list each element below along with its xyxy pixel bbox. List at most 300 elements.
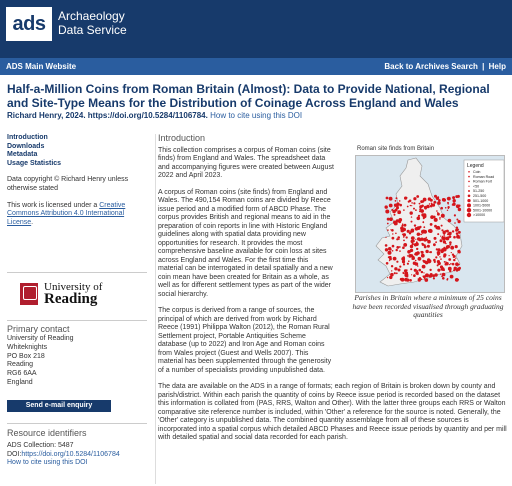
coin-find-dot: [395, 233, 397, 235]
legend-label: Roman Fort: [473, 179, 492, 184]
nav-separator: |: [482, 62, 485, 71]
map-title: Roman site finds from Britain: [357, 146, 435, 152]
coin-find-dot: [414, 243, 417, 246]
coin-find-dot: [410, 245, 413, 248]
coin-find-dot: [415, 262, 419, 266]
coin-find-dot: [445, 262, 448, 265]
coin-find-dot: [450, 246, 454, 250]
citation: [7, 111, 507, 120]
coin-find-dot: [440, 239, 443, 242]
coin-find-dot: [435, 256, 437, 258]
coin-find-dot: [419, 203, 421, 205]
coin-find-dot: [440, 274, 441, 275]
coin-find-dot: [404, 224, 407, 227]
coin-find-dot: [415, 239, 416, 240]
coin-find-dot: [429, 274, 433, 278]
coin-find-dot: [412, 257, 415, 260]
coin-find-dot: [443, 247, 445, 249]
coin-find-dot: [419, 205, 422, 208]
divider: [7, 320, 147, 321]
coin-find-dot: [421, 251, 424, 254]
coin-find-dot: [440, 265, 443, 268]
title-line1: Half-a-Million Coins from Roman Britain (Almost): Data to Provide National, Regional: [7, 82, 490, 96]
coin-find-dot: [423, 238, 427, 242]
coin-find-dot: [399, 246, 401, 248]
coin-find-dot: [456, 219, 458, 221]
coin-find-dot: [387, 277, 388, 278]
org-name: [58, 9, 127, 37]
coin-find-dot: [447, 237, 450, 240]
coin-find-dot: [402, 246, 405, 249]
coin-find-dot: [423, 226, 425, 228]
coin-find-dot: [388, 256, 390, 258]
coin-find-dot: [455, 278, 459, 282]
address-line: Reading: [7, 361, 34, 369]
help-link[interactable]: Help: [488, 62, 506, 71]
coin-find-dot: [435, 241, 437, 243]
coin-find-dot: [449, 264, 450, 265]
coin-find-dot: [440, 207, 443, 210]
coin-find-dot: [388, 251, 392, 255]
coin-find-dot: [413, 274, 416, 277]
coin-find-dot: [419, 226, 421, 228]
coin-find-dot: [410, 211, 413, 214]
coin-find-dot: [418, 278, 419, 279]
ads-collection-id: ADS Collection: 5487: [7, 442, 74, 449]
coin-find-dot: [429, 269, 431, 271]
coin-find-dot: [440, 236, 441, 237]
coin-find-dot: [441, 269, 442, 270]
legend-marker: [468, 181, 470, 183]
legend-marker: [468, 171, 470, 173]
coin-find-dot: [450, 263, 452, 265]
coin-find-dot: [403, 209, 405, 211]
coin-find-dot: [433, 201, 436, 204]
coin-find-dot: [434, 238, 436, 240]
reading-wordmark-line2: Reading: [44, 291, 98, 307]
coin-find-dot: [404, 271, 408, 275]
coin-find-dot: [443, 269, 445, 271]
back-to-archives-link[interactable]: Back to Archives Search: [384, 62, 478, 71]
coin-find-dot: [448, 258, 451, 261]
legend-label: 501-1000: [473, 198, 489, 203]
coin-find-dot: [449, 241, 452, 244]
coin-find-dot: [458, 231, 461, 234]
coin-find-dot: [396, 261, 398, 263]
coin-find-dot: [393, 257, 397, 261]
coin-find-dot: [409, 279, 412, 282]
coin-find-dot: [417, 217, 421, 221]
coin-find-dot: [399, 250, 401, 252]
coin-find-dot: [398, 269, 401, 272]
coin-find-dot: [422, 265, 426, 269]
coin-find-dot: [385, 237, 386, 238]
coin-find-dot: [457, 229, 459, 231]
ads-logo-text: ads: [12, 13, 46, 35]
coin-find-dot: [429, 203, 430, 204]
coin-find-dot: [390, 229, 391, 230]
coin-find-dot: [453, 256, 455, 258]
coin-find-dot: [406, 197, 408, 199]
coin-find-dot: [443, 231, 446, 234]
coin-find-dot: [407, 206, 409, 208]
page-title: [7, 82, 507, 110]
address-line: England: [7, 378, 33, 386]
coin-find-dot: [439, 256, 440, 257]
introduction-heading: Introduction: [158, 133, 206, 143]
coin-find-dot: [398, 239, 399, 240]
coin-find-dot: [423, 260, 426, 263]
coin-find-dot: [444, 261, 446, 263]
coin-find-dot: [388, 247, 391, 250]
doi-label: DOI:: [7, 450, 22, 458]
coin-find-dot: [433, 243, 436, 246]
coin-find-dot: [454, 214, 456, 216]
coin-find-dot: [430, 251, 432, 253]
coin-find-dot: [423, 275, 426, 278]
coin-find-dot: [408, 201, 410, 203]
coin-find-dot: [447, 245, 450, 248]
coin-find-dot: [436, 227, 438, 229]
coin-find-dot: [402, 260, 405, 263]
legend-marker: [468, 190, 470, 192]
coin-find-dot: [410, 205, 411, 206]
ads-logo[interactable]: [6, 7, 52, 41]
coin-find-dot: [443, 236, 446, 239]
coin-find-dot: [413, 208, 415, 210]
coin-find-dot: [439, 228, 441, 230]
coin-find-dot: [458, 205, 460, 207]
coin-find-dot: [396, 223, 398, 225]
coin-find-dot: [403, 240, 405, 242]
coin-find-dot: [386, 262, 389, 265]
coin-find-dot: [455, 245, 458, 248]
coin-find-dot: [428, 260, 431, 263]
coin-find-dot: [415, 209, 417, 211]
coin-find-dot: [430, 199, 433, 202]
coin-find-dot: [437, 213, 440, 216]
coin-find-dot: [396, 249, 398, 251]
coin-find-dot: [438, 269, 441, 272]
coin-find-dot: [424, 246, 427, 249]
legend-marker: [467, 213, 471, 217]
legend-label: Roman Road: [473, 174, 495, 179]
sidebar-item-usage-statistics[interactable]: Usage Statistics: [7, 159, 62, 167]
coin-find-dot: [457, 195, 460, 198]
coin-find-dot: [412, 231, 414, 233]
coin-find-dot: [402, 223, 404, 225]
doi-link[interactable]: https://doi.org/10.5284/1106784: [21, 450, 120, 458]
coin-find-dot: [416, 251, 420, 255]
university-of-reading-logo[interactable]: [20, 279, 120, 315]
legend-title: Legend: [467, 163, 484, 169]
coin-find-dot: [411, 202, 413, 204]
legend-label: >10000: [473, 213, 486, 218]
coin-find-dot: [451, 252, 452, 253]
coin-find-dot: [407, 255, 408, 256]
coin-find-dot: [413, 202, 415, 204]
intro-paragraph-2: A corpus of Roman coins (site finds) from England and Wales. The 490,154 Roman coins are divided by Reece issue period and a modified form of ABCD Phase. The corpus provides British and regional means to aid in the preparation of coin reports in line with Historic England guidelines along with spatial data providing new opportunities for research. It provides the most comprehensive baseline available for coin loss at sites across England and Wales. For the first time this material can be interrogated in detail spatially and a new coin mean have been created for Britain as a whole, as well as for different settlement types as part of the wider social hierarchy.: [158, 188, 333, 298]
coin-find-dot: [450, 275, 454, 279]
reading-wordmark-line1: University of: [44, 281, 103, 293]
coin-find-dot: [420, 238, 423, 241]
coin-find-dot: [387, 229, 389, 231]
sidebar: [7, 134, 147, 227]
divider: [7, 423, 147, 424]
coin-find-dot: [417, 234, 418, 235]
coin-find-dot: [447, 248, 448, 249]
coin-find-dot: [399, 266, 401, 268]
coin-find-dot: [399, 204, 402, 207]
coin-find-dot: [391, 265, 393, 267]
legend-label: 51-250: [473, 189, 485, 194]
coin-find-dot: [419, 257, 420, 258]
coin-find-dot: [385, 248, 388, 251]
coin-find-dot: [394, 272, 396, 274]
coin-find-dot: [406, 279, 409, 282]
coin-find-dot: [411, 236, 415, 240]
coin-find-dot: [449, 255, 450, 256]
coin-find-dot: [443, 253, 446, 256]
coin-find-dot: [410, 268, 412, 270]
coin-find-dot: [429, 229, 433, 233]
coin-find-dot: [392, 245, 395, 248]
coin-find-dot: [443, 240, 446, 243]
coin-find-dot: [456, 232, 459, 235]
coin-find-dot: [407, 263, 409, 265]
coin-find-dot: [414, 224, 416, 226]
coin-find-dot: [454, 222, 456, 224]
citation-author: Richard Henry, 2024.: [7, 111, 86, 120]
coin-find-dot: [442, 236, 443, 237]
legend-label: <50: [473, 184, 480, 189]
sidebar-item-downloads[interactable]: Downloads: [7, 142, 45, 150]
coin-find-dot: [413, 197, 416, 200]
reading-wordmark: [44, 281, 102, 305]
coin-find-dot: [419, 269, 422, 272]
coin-find-dot: [423, 221, 424, 222]
coin-find-dot: [416, 228, 417, 229]
coin-find-dot: [411, 240, 414, 243]
coin-find-dot: [458, 208, 461, 211]
coin-find-dot: [404, 234, 405, 235]
coin-find-dot: [399, 200, 401, 202]
coin-find-dot: [396, 246, 399, 249]
coin-find-dot: [453, 236, 456, 239]
coin-find-dot: [402, 228, 406, 232]
coin-find-dot: [411, 221, 413, 223]
coin-find-dot: [419, 208, 421, 210]
coin-find-dot: [441, 214, 445, 218]
coin-find-dot: [443, 234, 445, 236]
legend-marker: [467, 203, 471, 207]
cite-doi-link[interactable]: How to cite using this DOI: [210, 111, 303, 120]
sidebar-item-introduction[interactable]: Introduction: [7, 134, 48, 141]
title-line2: and Site-Type Means for the Distribution of Coinage Across England and Wales: [7, 96, 459, 110]
coin-find-dot: [421, 213, 424, 216]
coin-find-dot: [411, 274, 412, 275]
resource-identifiers-heading: Resource identifiers: [7, 428, 87, 438]
coin-find-dot: [408, 254, 411, 257]
coin-find-dot: [452, 230, 454, 232]
coin-find-dot: [442, 198, 445, 201]
masthead: [0, 0, 512, 58]
coin-find-dot: [421, 254, 425, 258]
coin-find-dot: [397, 210, 401, 214]
coin-find-dot: [434, 195, 436, 197]
doi-cite-link[interactable]: How to cite using this DOI: [7, 459, 88, 467]
coin-find-dot: [452, 203, 455, 206]
coin-find-dot: [419, 210, 421, 212]
coin-find-dot: [424, 206, 427, 209]
doi-line: [7, 451, 120, 460]
coin-find-dot: [449, 244, 451, 246]
coin-find-dot: [450, 232, 451, 233]
coin-find-dot: [391, 229, 394, 232]
coin-find-dot: [447, 278, 449, 280]
coin-find-dot: [389, 197, 393, 201]
coin-find-dot: [434, 261, 436, 263]
coin-find-dot: [432, 204, 435, 207]
map-caption: Parishes in Britain where a minimum of 25 coins have been recorded visualised through graduating quantities: [352, 293, 504, 320]
coin-find-dot: [416, 241, 418, 243]
sidebar-item-metadata[interactable]: Metadata: [7, 151, 38, 159]
coin-find-dot: [437, 201, 441, 205]
coin-find-dot: [448, 267, 452, 271]
coin-find-dot: [438, 252, 440, 254]
intro-paragraph-4: The data are available on the ADS in a range of formats; each region of Britain is broken down by county and parish/district. Within each parish the quantity of coins by Reece issue period is recorded based on the dataset this information is collated from (PAS, RRS, Walton and Other). With the latter three groups each RRS or Walton comparative site reference number is included, within 'Other' a reference for the source is noted. Generally, the 'Other' category is unpublished data. The combined quantity assemblage from all of these sources is incorporated into a spatial corpus which detailed ABCD Phases and Reece issue periods by quantity and per mill with detailed spatial and social data recorded for each parish.: [158, 383, 507, 441]
coin-find-dot: [437, 248, 440, 251]
coin-find-dot: [455, 262, 459, 266]
legend-marker: [468, 176, 470, 178]
coin-find-dot: [440, 258, 442, 260]
ads-main-website-link[interactable]: ADS Main Website: [6, 62, 77, 71]
coin-find-dot: [396, 272, 398, 274]
coin-find-dot: [415, 260, 417, 262]
citation-doi: https://doi.org/10.5284/1106784.: [87, 111, 208, 120]
coin-find-dot: [414, 269, 417, 272]
coin-find-dot: [453, 259, 455, 261]
legend-label: 5001-10000: [473, 208, 493, 213]
coin-find-dot: [422, 200, 424, 202]
coin-find-dot: [437, 264, 439, 266]
legend-label: Coin: [473, 170, 481, 174]
coin-find-dot: [422, 243, 425, 246]
coin-find-dot: [406, 269, 408, 271]
primary-contact-heading: Primary contact: [7, 324, 70, 334]
coin-find-dot: [392, 210, 396, 214]
coin-find-dot: [394, 214, 396, 216]
legend-marker: [468, 195, 471, 198]
coin-find-dot: [415, 271, 418, 274]
coin-find-dot: [425, 250, 428, 253]
coin-find-dot: [433, 216, 436, 219]
coin-find-dot: [458, 220, 461, 223]
coin-find-dot: [417, 265, 418, 266]
coin-find-dot: [423, 217, 425, 219]
address-line: Whiteknights: [7, 343, 48, 351]
coin-find-dot: [447, 197, 450, 200]
coin-find-dot: [433, 277, 435, 279]
coin-find-dot: [406, 275, 408, 277]
coin-find-dot: [396, 202, 399, 205]
coin-find-dot: [387, 218, 390, 221]
license-suffix: .: [31, 218, 34, 226]
coin-find-dot: [455, 258, 456, 259]
coin-find-dot: [392, 233, 393, 234]
license-link[interactable]: Creative Commons Attribution 4.0 International License: [7, 201, 126, 226]
coin-find-dot: [446, 230, 449, 233]
coin-find-dot: [392, 237, 395, 240]
coin-find-dot: [389, 204, 393, 208]
coin-find-dot: [392, 250, 394, 252]
coin-find-dot: [389, 276, 392, 279]
coin-find-dot: [385, 244, 388, 247]
coin-find-dot: [434, 218, 438, 222]
address-line: RG6 6AA: [7, 370, 37, 378]
navbar-right: [382, 62, 506, 71]
coin-find-dot: [443, 278, 444, 279]
coin-find-dot: [396, 197, 398, 199]
coin-find-dot: [436, 210, 438, 212]
address-line: PO Box 218: [7, 352, 45, 360]
sidebar-nav: [7, 134, 147, 168]
coin-find-dot: [411, 205, 412, 206]
coin-find-dot: [431, 203, 433, 205]
coin-find-dot: [385, 210, 389, 214]
coin-find-dot: [408, 260, 410, 262]
coin-find-dot: [389, 260, 390, 261]
legend-marker: [467, 208, 471, 212]
coin-find-dot: [389, 217, 393, 221]
coin-find-dot: [441, 275, 443, 277]
divider: [7, 272, 147, 273]
coin-find-dot: [403, 263, 405, 265]
coin-find-dot: [391, 270, 392, 271]
coin-find-dot: [452, 263, 455, 266]
coin-find-dot: [445, 207, 447, 209]
coin-find-dot: [421, 271, 423, 273]
coin-find-dot: [416, 248, 418, 250]
coin-find-dot: [439, 217, 440, 218]
coin-find-dot: [403, 243, 407, 247]
reading-crest-icon: [20, 283, 38, 305]
coin-find-dot: [410, 249, 413, 252]
send-email-enquiry-button[interactable]: Send e-mail enquiry: [7, 400, 111, 412]
intro-paragraph-1: This collection comprises a corpus of Roman coins (site finds) from England and Wales. The spreadsheet data and accompanying figures were created between August 2022 and April 2023.: [158, 146, 334, 179]
coin-find-dot: [439, 218, 441, 220]
coin-find-dot: [441, 229, 443, 231]
coin-find-dot: [387, 223, 389, 225]
coin-find-dot: [437, 233, 439, 235]
legend-label: 251-500: [473, 194, 487, 198]
coin-find-dot: [448, 219, 452, 223]
map-svg: [356, 156, 505, 293]
coin-find-dot: [447, 202, 449, 204]
doi-cite-row: [7, 459, 120, 468]
coin-find-dot: [447, 206, 449, 208]
license-text: [7, 202, 147, 228]
coin-find-dot: [422, 230, 425, 233]
legend-label: 1001-5000: [473, 203, 491, 208]
coin-find-dot: [447, 210, 448, 211]
coin-find-dot: [430, 223, 433, 226]
coin-find-dot: [411, 216, 412, 217]
coin-find-dot: [396, 238, 398, 240]
coin-distribution-map[interactable]: [355, 155, 505, 293]
coin-find-dot: [456, 269, 459, 272]
coin-find-dot: [416, 195, 419, 198]
